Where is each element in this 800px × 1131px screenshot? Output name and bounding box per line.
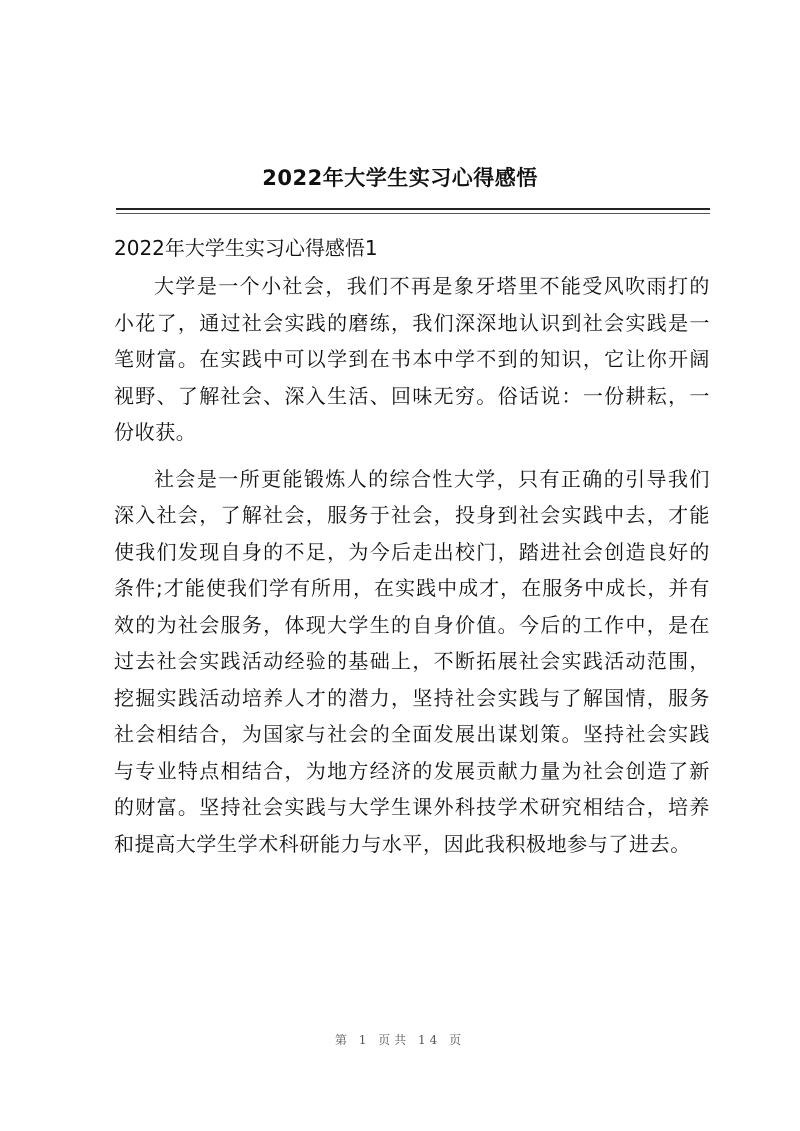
section-heading: 2022年大学生实习心得感悟1 — [114, 236, 378, 260]
paragraph-1: 大学是一个小社会，我们不再是象牙塔里不能受风吹雨打的小花了，通过社会实践的磨练，我们深深地认识到社会实践是一笔财富。在实践中可以学到在书本中学不到的知识，它让你开阔视野、了解社会、深入生活、回味无穷。俗话说：一份耕耘，一份收获。 — [114, 274, 710, 444]
title-underline — [116, 208, 710, 210]
paragraph-2: 社会是一所更能锻炼人的综合性大学，只有正确的引导我们深入社会，了解社会，服务于社会，投身到社会实践中去，才能使我们发现自身的不足，为今后走出校门，踏进社会创造良好的条件;才能使我们学有所用，在实践中成才，在服务中成长，并有效的为社会服务，体现大学生的自身价值。今后的工作中，是在过去社会实践活动经验的基础上，不断拓展社会实践活动范围，挖掘实践活动培养人才的潜力，坚持社会实践与了解国情，服务社会相结合，为国家与社会的全面发展出谋划策。坚持社会实践与专业特点相结合，为地方经济的发展贡献力量为社会创造了新的财富。坚持社会实践与大学生课外科技学术研究相结合，培养和提高大学生学术科研能力与水平，因此我积极地参与了进去。 — [114, 466, 710, 856]
title-underline-thin — [116, 213, 710, 214]
document-title: 2022年大学生实习心得感悟 — [262, 166, 538, 190]
page-number-footer: 第 1 页共 14 页 — [334, 1033, 466, 1047]
document-body — [114, 232, 710, 872]
